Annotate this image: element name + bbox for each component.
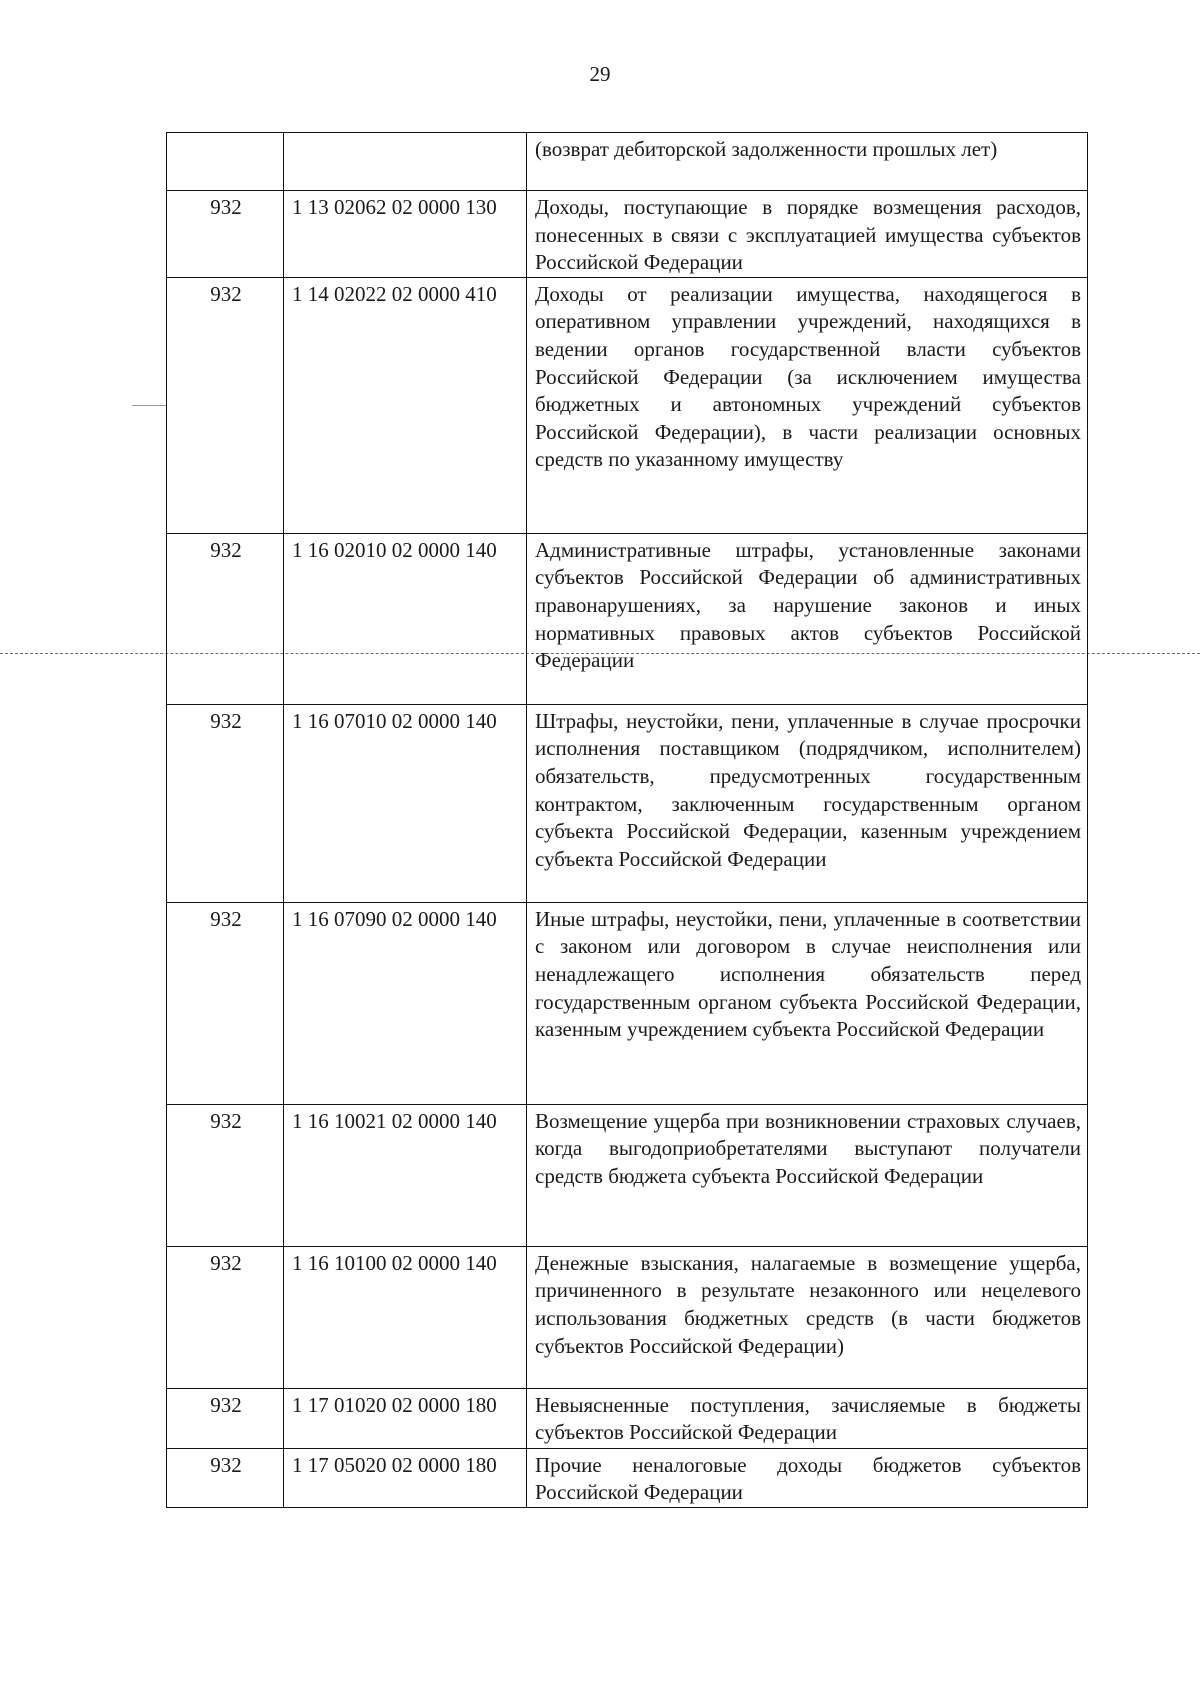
kbk-cell: 1 16 07090 02 0000 140 bbox=[284, 902, 527, 1104]
revenue-name-cell: Возмещение ущерба при возникновении страховых случаев, когда выгодоприобретателями выступают получатели средств бюджета субъекта Российской Федерации bbox=[527, 1104, 1088, 1246]
admin-code-cell bbox=[167, 133, 284, 191]
revenue-name-cell: Административные штрафы, установленные законами субъектов Российской Федерации об административных правонарушениях, за нарушение законов и иных нормативных правовых актов субъектов Российской Федерации bbox=[527, 533, 1088, 704]
scan-artifact-line bbox=[132, 405, 166, 406]
revenue-name-cell: Невыясненные поступления, зачисляемые в бюджеты субъектов Российской Федерации bbox=[527, 1388, 1088, 1448]
admin-code-cell: 932 bbox=[167, 1246, 284, 1388]
table-row bbox=[167, 704, 1088, 902]
revenue-codes-table bbox=[166, 132, 1088, 1508]
revenue-name-cell: Прочие неналоговые доходы бюджетов субъектов Российской Федерации bbox=[527, 1448, 1088, 1507]
revenue-name-cell: Иные штрафы, неустойки, пени, уплаченные в соответствии с законом или договором в случае неисполнения или ненадлежащего исполнения обязательств перед государственным органом субъекта Российской Федерации, казенным учреждением субъекта Российской Федерации bbox=[527, 902, 1088, 1104]
table-row bbox=[167, 133, 1088, 191]
kbk-cell bbox=[284, 133, 527, 191]
kbk-cell: 1 16 02010 02 0000 140 bbox=[284, 533, 527, 704]
kbk-cell: 1 14 02022 02 0000 410 bbox=[284, 277, 527, 533]
revenue-name-cell: Денежные взыскания, налагаемые в возмещение ущерба, причиненного в результате незаконного или нецелевого использования бюджетных средств (в части бюджетов субъектов Российской Федерации) bbox=[527, 1246, 1088, 1388]
revenue-name-cell: Штрафы, неустойки, пени, уплаченные в случае просрочки исполнения поставщиком (подрядчиком, исполнителем) обязательств, предусмотренных государственным контрактом, заключенным государственным органом субъекта Российской Федерации, казенным учреждением субъекта Российской Федерации bbox=[527, 704, 1088, 902]
page-number: 29 bbox=[589, 62, 611, 86]
table-row bbox=[167, 277, 1088, 533]
table-row bbox=[167, 533, 1088, 704]
admin-code-cell: 932 bbox=[167, 277, 284, 533]
kbk-cell: 1 13 02062 02 0000 130 bbox=[284, 191, 527, 278]
revenue-name-cell: (возврат дебиторской задолженности прошлых лет) bbox=[527, 133, 1088, 191]
revenue-name-cell: Доходы, поступающие в порядке возмещения расходов, понесенных в связи с эксплуатацией имущества субъектов Российской Федерации bbox=[527, 191, 1088, 278]
revenue-name-cell: Доходы от реализации имущества, находящегося в оперативном управлении учреждений, находящихся в ведении органов государственной власти субъектов Российской Федерации (за исключением имущества бюджетных и автономных учреждений субъектов Российской Федерации), в части реализации основных средств по указанному имуществу bbox=[527, 277, 1088, 533]
table-row bbox=[167, 1448, 1088, 1507]
kbk-cell: 1 16 07010 02 0000 140 bbox=[284, 704, 527, 902]
kbk-cell: 1 17 05020 02 0000 180 bbox=[284, 1448, 527, 1507]
table-row bbox=[167, 902, 1088, 1104]
kbk-cell: 1 16 10021 02 0000 140 bbox=[284, 1104, 527, 1246]
table-row bbox=[167, 191, 1088, 278]
admin-code-cell: 932 bbox=[167, 1448, 284, 1507]
admin-code-cell: 932 bbox=[167, 1104, 284, 1246]
admin-code-cell: 932 bbox=[167, 704, 284, 902]
kbk-cell: 1 17 01020 02 0000 180 bbox=[284, 1388, 527, 1448]
admin-code-cell: 932 bbox=[167, 1388, 284, 1448]
table-row bbox=[167, 1388, 1088, 1448]
admin-code-cell: 932 bbox=[167, 191, 284, 278]
admin-code-cell: 932 bbox=[167, 533, 284, 704]
kbk-cell: 1 16 10100 02 0000 140 bbox=[284, 1246, 527, 1388]
table-row bbox=[167, 1104, 1088, 1246]
table-row bbox=[167, 1246, 1088, 1388]
admin-code-cell: 932 bbox=[167, 902, 284, 1104]
